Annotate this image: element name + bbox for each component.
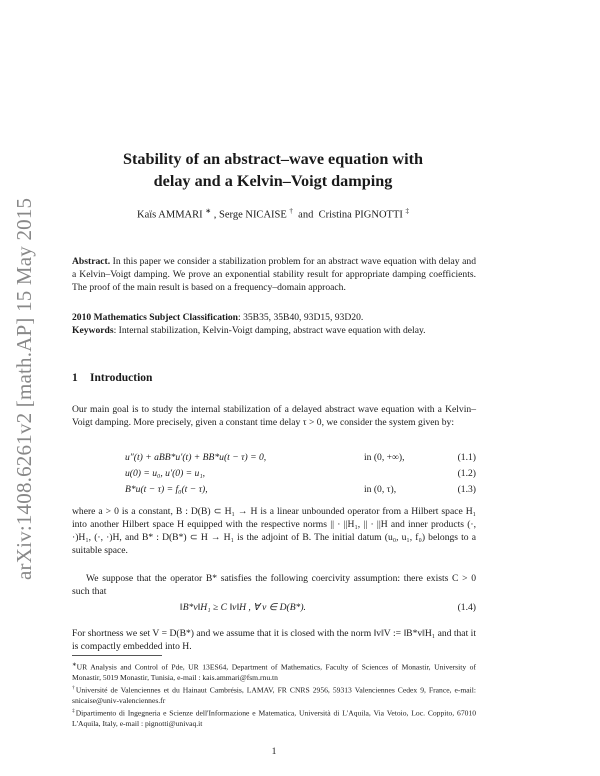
footnote-text: Université de Valenciennes et du Hainaut Cambrésis, LAMAV, FR CNRS 2956, 59313 Valenciennes Cedex 9, France, e-mail: snicaise@univ-valenciennes.fr <box>72 685 476 705</box>
equation-body: B*u(t − τ) = f₀(t − τ), <box>125 484 208 495</box>
title-line-1: Stability of an abstract–wave equation with <box>123 150 423 168</box>
footnote-1 <box>72 660 476 683</box>
author-1: Kaïs AMMARI <box>137 209 203 221</box>
equation-1-1 <box>72 452 476 466</box>
footnote-3 <box>72 706 476 729</box>
shortness-paragraph: For shortness we set V = D(B*) and we assume that it is closed with the norm ‖v‖V := ‖B*v‖H₁ and that it is compactly embedded into H. <box>72 628 476 652</box>
footnote-rule <box>72 655 162 656</box>
abstract-label: Abstract. <box>72 256 111 267</box>
equation-1-3 <box>72 484 476 498</box>
equation-tag: (1.2) <box>457 468 476 479</box>
equation-domain: in (0, τ), <box>364 484 397 495</box>
abstract-text: In this paper we consider a stabilization problem for an abstract wave equation with delay and a Kelvin–Voigt damping. We prove an exponential stability result for appropriate damping coefficients. The proof of the main result is based on a frequency–domain approach. <box>72 256 476 293</box>
author-list <box>60 207 486 221</box>
classification-block <box>72 311 476 337</box>
equation-domain: in (0, +∞), <box>364 452 405 463</box>
intro-paragraph: Our main goal is to study the internal stabilization of a delayed abstract wave equation with a Kelvin–Voigt damping. More precisely, given a constant time delay τ > 0, we consider the system given by: <box>72 404 476 428</box>
keywords-label: Keywords <box>72 325 114 336</box>
footnote-mark: ∗ <box>72 662 77 668</box>
footnote-2 <box>72 683 476 706</box>
operator-paragraph: where a > 0 is a constant, B : D(B) ⊂ H₁ → H is a linear unbounded operator from a Hilbert space H₁ into another Hilbert space H equipped with the respective norms || · ||H₁, || · ||H and inner products (·, ·)H₁, (·, ·)H, and B* : D(B*) ⊂ H → H₁ is the adjoint of B. The initial datum (u₀, u₁, f₀) belongs to a suitable space. <box>72 506 476 556</box>
equation-1-2 <box>72 468 476 482</box>
author-3: Cristina PIGNOTTI <box>318 209 403 221</box>
footnote-mark: † <box>72 685 76 691</box>
msc-codes: : 35B35, 35B40, 93D15, 93D20. <box>238 312 364 323</box>
equation-body: ‖B*v‖H₁ ≥ C ‖v‖H , ∀ v ∈ D(B*). <box>180 602 306 613</box>
equation-tag: (1.4) <box>457 602 476 613</box>
author-2-mark: † <box>289 207 293 215</box>
paper-title <box>60 148 486 192</box>
equation-tag: (1.3) <box>457 484 476 495</box>
title-line-2: delay and a Kelvin–Voigt damping <box>153 172 393 190</box>
abstract <box>72 255 476 294</box>
footnote-text: Dipartimento di Ingegneria e Scienze dell'Informazione e Matematica, Università di L'Aquila, Via Vetoio, Loc. Coppito, 67010 L'Aquila, Italy, e-mail : pignotti@univaq.it <box>72 708 477 728</box>
arxiv-stamp <box>4 180 40 580</box>
section-heading <box>72 372 152 384</box>
author-2: , Serge NICAISE <box>213 209 287 221</box>
equation-body: u″(t) + aBB*u′(t) + BB*u(t − τ) = 0, <box>125 452 267 463</box>
page-number: 1 <box>271 746 277 757</box>
footnote-mark: ‡ <box>72 708 76 714</box>
msc-label: 2010 Mathematics Subject Classification <box>72 312 239 323</box>
coercivity-paragraph: We suppose that the operator B* satisfies the following coercivity assumption: there exists C > 0 such that <box>72 573 476 597</box>
arxiv-stamp-text: arXiv:1408.6261v2 [math.AP] 15 May 2015 <box>12 197 36 580</box>
section-title: Introduction <box>90 372 153 384</box>
author-and: and <box>298 209 314 221</box>
footnote-text: UR Analysis and Control of Pde, UR 13ES64, Department of Mathematics, Faculty of Sciences of Monastir, University of Monastir, 5019 Monastir, Tunisia, e-mail : kais.ammari@fsm.rnu.tn <box>72 662 476 682</box>
author-1-mark: ∗ <box>205 207 212 215</box>
author-3-mark: ‡ <box>405 207 409 215</box>
equation-body: u(0) = u₀, u′(0) = u₁, <box>125 468 206 479</box>
equation-tag: (1.1) <box>457 452 476 463</box>
keywords-text: : Internal stabilization, Kelvin-Voigt damping, abstract wave equation with delay. <box>113 325 426 336</box>
section-number: 1 <box>72 372 78 384</box>
